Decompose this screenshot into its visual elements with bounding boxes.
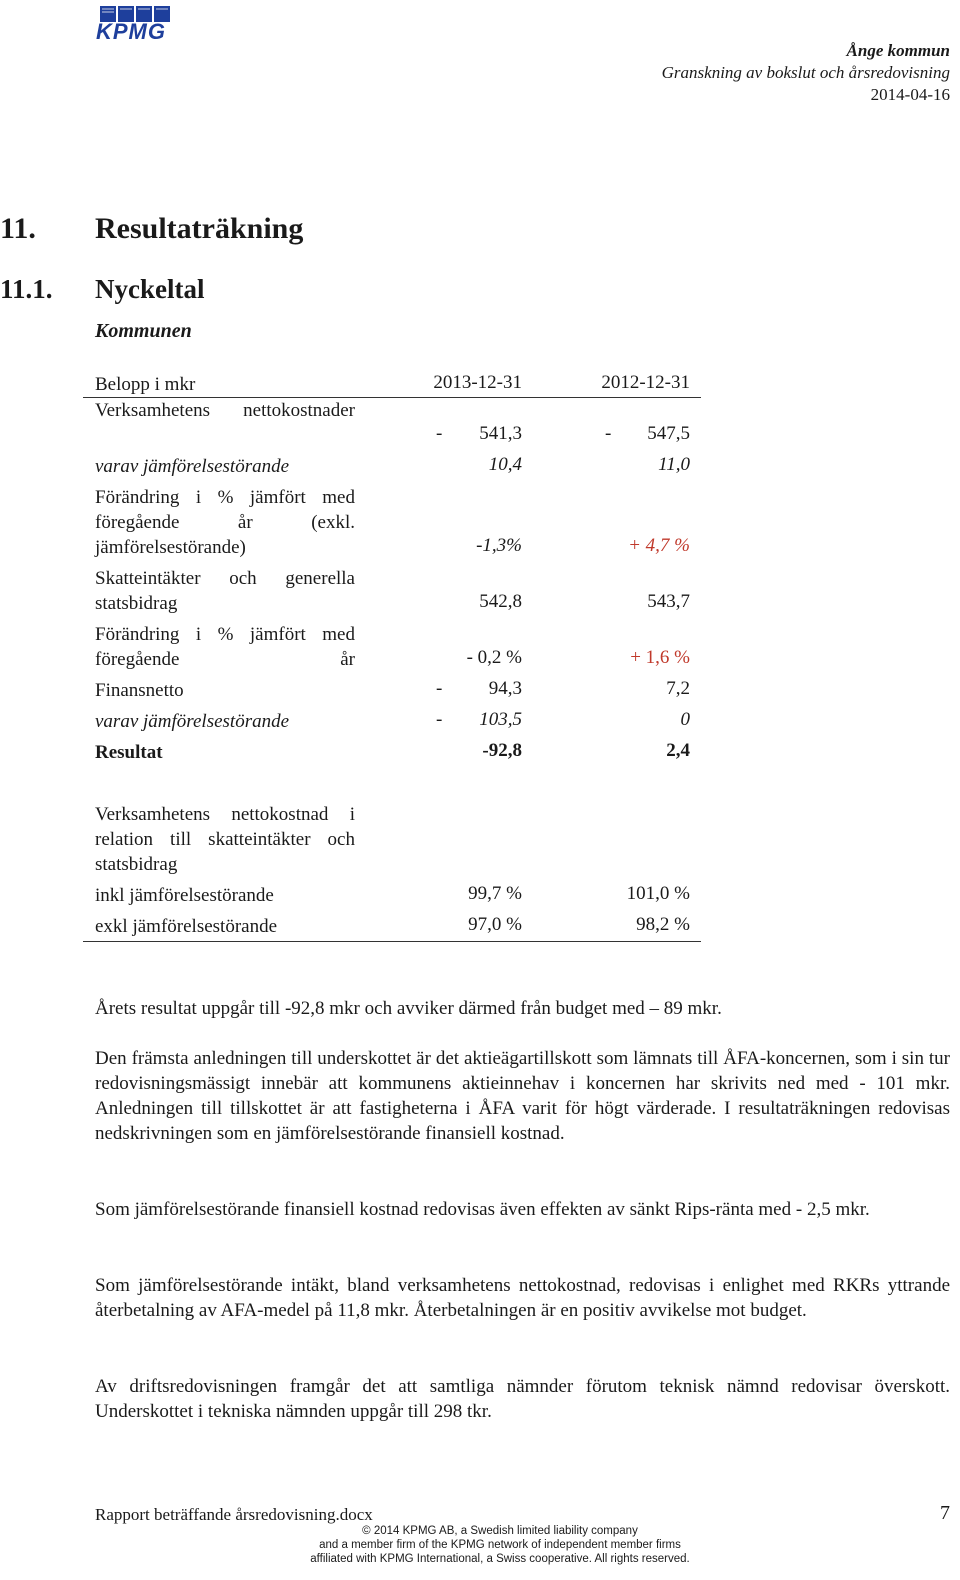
- kpmg-logo: [94, 6, 182, 42]
- section-title: Resultaträkning: [95, 212, 304, 245]
- row-value-2013: 99,7 %: [468, 883, 522, 904]
- row-value-2012: + 4,7 %: [628, 535, 690, 556]
- table-rule-bottom: [83, 941, 701, 942]
- row-label: Förändring i % jämfört med föregående år: [95, 624, 355, 670]
- row-label: exkl jämförelsestörande: [95, 916, 278, 937]
- row-value-2013: - 0,2 %: [466, 647, 522, 668]
- row-label: Finansnetto: [95, 680, 184, 701]
- copyright-line: and a member firm of the KPMG network of independent member firms: [319, 1539, 681, 1551]
- row-value-2012: 0: [680, 709, 690, 730]
- svg-text:KPMG: KPMG: [96, 19, 166, 42]
- row-value-2013: 94,3: [488, 678, 522, 699]
- row-value-2012: 98,2 %: [636, 914, 690, 935]
- paragraph: Årets resultat uppgår till -92,8 mkr och avviker därmed från budget med – 89 mkr.: [95, 998, 722, 1019]
- paragraph: Som jämförelsestörande intäkt, bland verksamhetens nettokostnad, redovisas i enlighet med RKRs yttrande återbetalning av AFA-medel på 11,8 mkr. Återbetalningen är en positiv avvikelse mot budget.: [95, 1275, 950, 1321]
- row-value-2012: 7,2: [666, 678, 690, 699]
- header-document: Granskning av bokslut och årsredovisning: [661, 63, 950, 82]
- row-value-2012: 101,0 %: [626, 883, 690, 904]
- row-value-2012: + 1,6 %: [630, 647, 690, 668]
- subsection-title: Nyckeltal: [95, 274, 205, 304]
- row-value-2013: 541,3: [479, 423, 522, 444]
- row-label: Verksamhetens nettokostnader: [95, 400, 355, 421]
- row-sign: -: [605, 423, 612, 444]
- header-label: Belopp i mkr: [95, 374, 196, 395]
- row-value-2012: 2,4: [666, 740, 690, 761]
- header-date: 2014-04-16: [870, 85, 950, 104]
- row-sign: -: [436, 678, 443, 699]
- row-value-2013: 10,4: [488, 454, 522, 475]
- row-label: inkl jämförelsestörande: [95, 885, 274, 906]
- header-col-2012: 2012-12-31: [601, 372, 690, 393]
- row-sign: -: [436, 709, 443, 730]
- header-col-2013: 2013-12-31: [433, 372, 522, 393]
- row-value-2013: -92,8: [482, 740, 522, 761]
- footer-copyright: [0, 1524, 960, 1566]
- row-value-2012: 547,5: [647, 423, 690, 444]
- paragraph: Den främsta anledningen till underskottet är det aktieägartillskott som lämnats till ÅFA-koncernen, som i sin tur redovisningsmässigt innebär att kommunens aktieinnehav i koncernen har skrivits ned med - 101 mkr. Anledningen till tillskottet är att fastigheterna i ÅFA varit för högt värderade. I resultaträkningen redovisas nedskrivningen som en jämförelsestörande finansiell kostnad.: [95, 1048, 950, 1144]
- row-label: Skatteintäkter och generella statsbidrag: [95, 568, 355, 614]
- subheading: Kommunen: [95, 320, 192, 342]
- paragraph: Som jämförelsestörande finansiell kostnad redovisas även effekten av sänkt Rips-ränta med - 2,5 mkr.: [95, 1199, 870, 1220]
- row-label: Förändring i % jämfört med föregående år (exkl. jämförelsestörande): [95, 487, 355, 558]
- page-header: [662, 40, 950, 106]
- section-number: 11.: [0, 212, 36, 245]
- row-label: varav jämförelsestörande: [95, 711, 290, 732]
- row-value-2012: 543,7: [647, 591, 690, 612]
- row-value-2013: 97,0 %: [468, 914, 522, 935]
- header-org: Ånge kommun: [846, 41, 950, 60]
- paragraph: Av driftsredovisningen framgår det att samtliga nämnder förutom teknisk nämnd redovisar överskott. Underskottet i tekniska nämnden uppgår till 298 tkr.: [95, 1376, 950, 1422]
- row-label: Resultat: [95, 742, 163, 763]
- row-value-2013: -1,3%: [476, 535, 522, 556]
- row-label: Verksamhetens nettokostnad i relation till skatteintäkter och statsbidrag: [95, 804, 355, 875]
- copyright-line: © 2014 KPMG AB, a Swedish limited liability company: [362, 1525, 638, 1537]
- row-value-2012: 11,0: [658, 454, 690, 475]
- row-sign: -: [436, 423, 443, 444]
- subsection-number: 11.1.: [0, 274, 53, 304]
- copyright-line: affiliated with KPMG International, a Swiss cooperative. All rights reserved.: [310, 1553, 690, 1565]
- row-value-2013: 103,5: [479, 709, 522, 730]
- row-label: varav jämförelsestörande: [95, 456, 290, 477]
- page-number: 7: [940, 1502, 950, 1524]
- footer-filename: Rapport beträffande årsredovisning.docx: [95, 1505, 373, 1524]
- row-value-2013: 542,8: [479, 591, 522, 612]
